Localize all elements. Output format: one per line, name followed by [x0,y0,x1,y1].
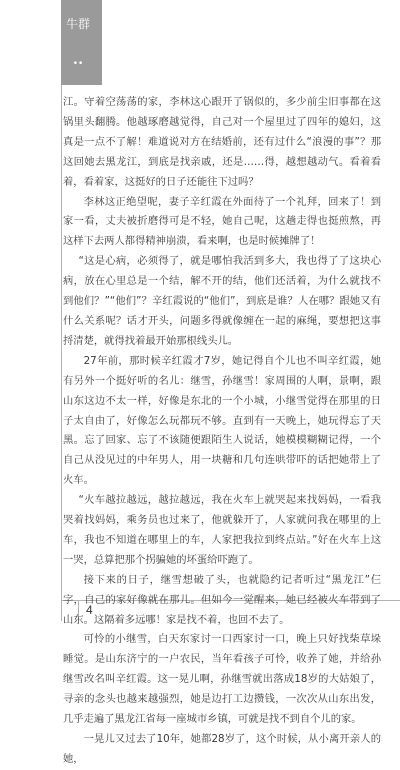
paragraph-1: 江。守着空荡荡的家，李林这心跟开了锅似的，多少前尘旧事都在这锅里头翻腾。他越琢磨越觉得，自己对一个屋里过了四年的媳妇，这真是一点不了解！难道说对方在结婚前，还有过什么“浪漫的事”？那这回她去黑龙江，到底是找亲戚，还是……得，越想越动气。看着看着，看着家，这挺好的日子还能往下过吗？ [63,96,381,188]
paragraph-2: 李林这正绝望呢，妻子辛红霞在外面待了一个礼拜，回来了！到家一看，丈夫被折磨得可是不轻，她自己呢，这趟走得也挺煎熬，再这样下去两人都得精神崩溃，看来啊，也是时候摊牌了！ [63,195,381,248]
paragraph-4: 27年前，那时候辛红霞才7岁，她记得自个儿也不叫辛红霞，她有另外一个挺好听的名儿：继雪，孙继雪！家周围的人啊，景啊，跟山东这边不太一样，好像是东北的一个小城，小继雪觉得在那里的日子太自由了，好像怎么玩都玩不够。直到有一天晚上，她玩得忘了天黑。忘了回家、忘了不该随便跟陌生人说话，她模模糊糊记得，一个自己从没见过的中年男人，用一块糖和几句连哄带吓的话把她带上了火车。 [63,354,381,487]
article-body [63,93,381,770]
page-frame-left [61,85,62,621]
paragraph-3: “这是心病，必须得了，就是哪怕我活到多大，我也得了了这块心病，放在心里总是一个结，解不开的结，他们还活着，为什么就找不到他们？”“他们”？辛红霞说的“他们”，到底是谁？人在哪？跟她又有什么关系呢？话才开头，问题多得就像缠在一起的麻绳，要想把这事捋清楚，就得找着最开始那根线头儿。 [63,255,381,347]
paragraph-6: 接下来的日子，继雪想破了头，也就隐约记者听过“黑龙江”仨字，自己的家好像就在那儿。但如今一觉醒来，她已经被火车带到了山东。这隔着多远哪！家是找不着，也回不去了。 [63,573,381,626]
paragraph-7: 可怜的小继雪，白天东家讨一口西家讨一口，晚上只好找柴草垛睡觉。是山东济宁的一户农民，当年看孩子可怜，收养了她，并给孙继雪改名叫辛红霞。这一晃儿啊，孙继雪就出落成18岁的大姑娘了，寻亲的念头也越来越强烈，她是边打工边攒钱，一次次从山东出发，几乎走遍了黑龙江省每一座城市乡镇，可就是找不到自个儿的家。 [63,633,381,726]
page-number: 4 [86,603,93,617]
chapter-tab-dots: •• [72,59,84,69]
paragraph-5: “火车越拉越远，越拉越远，我在火车上就哭起来找妈妈，一看我哭着找妈妈，乘务员也过来了，他就躲开了，人家就问我在哪里的上车，我也不知道在哪里上的车，人家把我拉到终点站。”好在火车上这一哭，总算把那个拐骗她的坏蛋给吓跑了。 [63,494,381,566]
chapter-tab [61,0,102,85]
chapter-tab-label: 牛群 [66,17,91,31]
paragraph-8: 一晃儿又过去了10年，她都28岁了，这个时候，从小离开亲人的她， [63,733,381,765]
